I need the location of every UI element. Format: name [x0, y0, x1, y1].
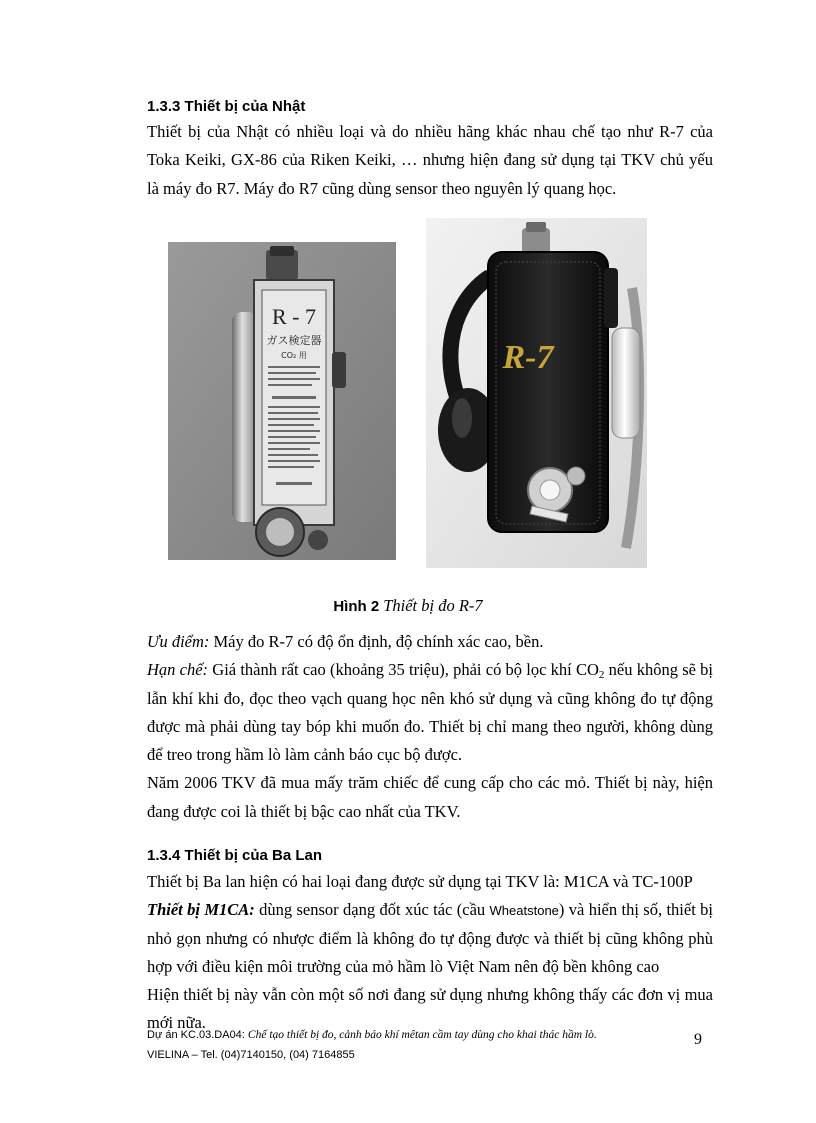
- text-line: Toka Keiki, GX-86 của Riken Keiki, … nhưng hiện đang sử dụng tại TKV chủ yếu: [147, 150, 713, 170]
- co2-subscript: 2: [598, 669, 605, 682]
- pros-cons-block: [147, 628, 713, 826]
- text-line: lẫn khí khi đo, đọc theo vạch quang học nên khó sử dụng và cũng không đo tự động: [147, 688, 713, 708]
- text-line: Hiện thiết bị này vẫn còn một số nơi đang sử dụng nhưng không thấy các đơn vị mua: [147, 985, 713, 1005]
- figure-caption: [0, 596, 816, 616]
- text-line: được mà phải dùng tay bóp khi muốn đo. Thiết bị chỉ mang theo người, không dùng: [147, 716, 713, 736]
- m1ca-label: Thiết bị M1CA:: [147, 900, 255, 920]
- text-line: đang được coi là thiết bị bậc cao nhất của TKV.: [147, 801, 461, 821]
- text-line: hợp với điều kiện môi trường của mỏ hầm lò Việt Nam nên độ bền không cao: [147, 956, 660, 976]
- text-line: nhỏ gọn nhưng có nhược điểm là không đo tự động được và thiết bị cũng không phù: [147, 928, 713, 948]
- photo2-title: R-7: [502, 339, 554, 376]
- r7-device-bw-photo: [168, 242, 396, 560]
- text-line: là máy đo R7. Máy đo R7 cũng dùng sensor theo nguyên lý quang học.: [147, 178, 617, 198]
- cons-text-pre: Giá thành rất cao (khoảng 35 triệu), phải có bộ lọc khí CO: [208, 660, 599, 680]
- pros-label: Ưu điểm:: [147, 632, 210, 651]
- figure-label: Hình 2: [333, 598, 380, 615]
- figure-title: Thiết bị đo R-7: [383, 596, 483, 615]
- photo1-gas: CO₂ 用: [281, 351, 307, 360]
- text-line: mới nữa.: [147, 1013, 206, 1033]
- cons-line: [147, 656, 713, 684]
- text-line: Thiết bị Ba lan hiện có hai loại đang được sử dụng tại TKV là: M1CA và TC-100P: [147, 872, 693, 891]
- footer-project: [147, 1029, 597, 1041]
- r7-device-color-photo: [426, 218, 647, 568]
- text-line: để treo trong hầm lò làm cảnh báo cục bộ được.: [147, 745, 463, 765]
- text-line: Năm 2006 TKV đã mua mấy trăm chiếc để cung cấp cho các mỏ. Thiết bị này, hiện: [147, 773, 713, 793]
- m1ca-text-post: ) và hiển thị số, thiết bị: [558, 900, 714, 920]
- text-line: Thiết bị của Nhật có nhiều loại và do nhiều hãng khác nhau chế tạo như R-7 của: [147, 122, 713, 141]
- paragraph-poland: [147, 868, 713, 1038]
- footer-project-label: Dự án KC.03.DA04:: [147, 1029, 248, 1041]
- pros-text: Máy đo R-7 có độ ổn định, độ chính xác cao, bền.: [209, 632, 544, 651]
- section-heading-poland: 1.3.4 Thiết bị của Ba Lan: [147, 847, 323, 864]
- cons-text-post: nếu không sẽ bị: [604, 660, 714, 680]
- wheatstone-text: Wheatstone: [489, 903, 559, 919]
- page-number: 9: [694, 1031, 702, 1048]
- m1ca-text-pre: dùng sensor dạng đốt xúc tác (cầu: [254, 900, 490, 920]
- photo1-subtitle: ガス検定器: [266, 334, 322, 347]
- cons-label: Hạn chế:: [147, 660, 209, 680]
- footer-project-desc: Chế tạo thiết bị đo, cảnh báo khí mêtan cầm tay dùng cho khai thác hầm lò.: [247, 1029, 597, 1041]
- section-heading-japan: 1.3.3 Thiết bị của Nhật: [147, 98, 306, 115]
- photo1-title: R - 7: [272, 304, 316, 329]
- paragraph-japan: [147, 118, 713, 203]
- pros-line: [147, 628, 713, 656]
- m1ca-line: [147, 896, 713, 924]
- footer-contact: VIELINA – Tel. (04)7140150, (04) 7164855: [147, 1049, 355, 1061]
